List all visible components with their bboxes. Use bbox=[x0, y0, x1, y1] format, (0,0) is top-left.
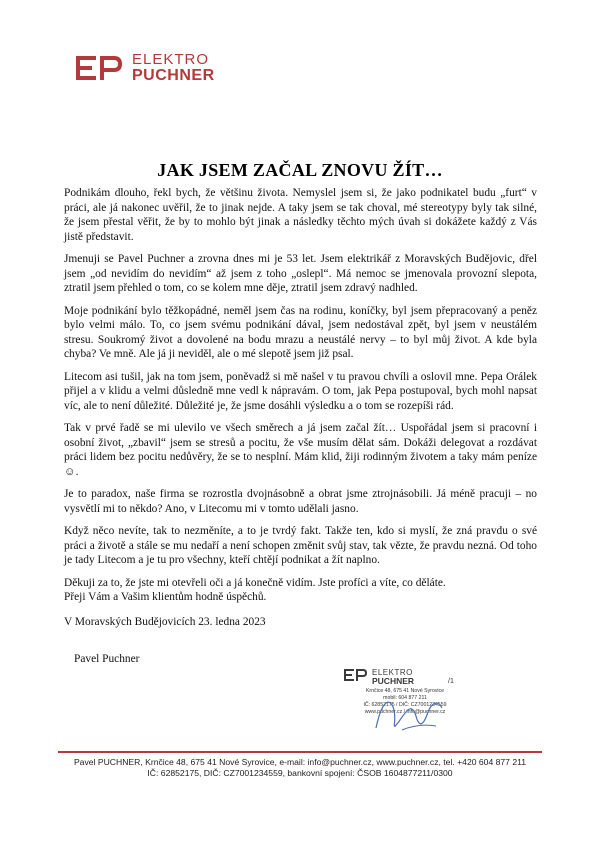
stamp-logo-line-1: ELEKTRO bbox=[372, 668, 413, 678]
place-date: V Moravských Budějovicích 23. ledna 2023 bbox=[64, 615, 266, 628]
logo-line-2: PUCHNER bbox=[132, 67, 215, 84]
paragraph: Když něco nevíte, tak to nezměníte, a to je tvrdý fakt. Takže ten, kdo si myslí, že zná pravdu o své práci a životě a stále se mu nedaří a není schopen změnit svůj stav, tak vězte, že pravdu nezná. Od toho je tady Litecom a je tu pro všechny, kteří chtějí podnikat a žít naplno. bbox=[64, 525, 537, 566]
paragraph: Moje podnikání bylo těžkopádné, neměl jsem čas na rodinu, koníčky, byl jsem přepracovaný a peněz bylo velmi málo. To, co jsem svému podnikání dával, jsem nedostával zpět, byl jsem v neustálém stresu. Soukromý život a dovolené na bodu mrazu a neustálé nervy – to byl můj život. A kde byla chyba? Ve mně. Ale já ji neviděl, ale o mé slepotě jsem již psal. bbox=[64, 304, 537, 360]
logo-text bbox=[132, 52, 215, 84]
paragraph: Podnikám dlouho, řekl bych, že většinu života. Nemyslel jsem si, že jako podnikatel budu „furt“ v práci, ale já nakonec uvěřil, že to jinak nejde. A taky jsem se tak choval, mé stereotypy byly tak silné, že jsem přestal věřit, že by to mohlo být jinak a následky těchto mých úvah si dokážete každý z Vás jistě představit. bbox=[64, 187, 537, 243]
stamp-logo-line-2: PUCHNER bbox=[372, 676, 415, 687]
stamp-mobile: mobil: 604 877 211 bbox=[383, 695, 427, 701]
stamp-web: www.pdchner.cz / info@puchner.cz bbox=[364, 709, 446, 715]
closing-wish: Přeji Vám a Vašim klientům hodně úspěchů. bbox=[64, 591, 267, 603]
paragraph: Je to paradox, naše firma se rozrostla dvojnásobně a obrat jsme ztrojnásobili. Já méně pracuji – no vysvětlí mi to někdo? Ano, v Litecomu mi v tomto udělali jasno. bbox=[64, 488, 537, 515]
letter-title: JAK JSEM ZAČAL ZNOVU ŽÍT… bbox=[157, 160, 443, 180]
stamp-ids: IČ: 62852175 / DIČ: CZ7001234559 bbox=[363, 702, 447, 708]
footer bbox=[0, 757, 600, 779]
footer-line-2: IČ: 62852175, DIČ: CZ7001234559, bankovní spojení: ČSOB 1604877211/0300 bbox=[147, 768, 453, 778]
stamp-logo bbox=[344, 668, 414, 687]
stamp-mark: /1 bbox=[448, 678, 454, 685]
signer-name: Pavel Puchner bbox=[74, 653, 140, 665]
company-logo bbox=[76, 52, 215, 84]
logo-line-1: ELEKTRO bbox=[132, 51, 210, 68]
ep-logo-icon bbox=[76, 54, 124, 82]
paragraph: Tak v prvé řadě se mi ulevilo ve všech směrech a já jsem začal žít… Uspořádal jsem si pracovní i osobní život, „zbavil“ jsem se stresů a pocitu, že vše musím dělat sám. Dokáži delegovat a rozdávat práci lidem bez pocitu nedůvěry, že se to nesplní. Mám klid, žiji rodinným životem a taky mám peníze ☺. bbox=[64, 422, 537, 478]
letter-body bbox=[64, 186, 537, 598]
stamp-address: Krnčice 48, 675 41 Nové Syrovice bbox=[365, 688, 445, 694]
ep-logo-icon bbox=[344, 668, 368, 687]
footer-rule bbox=[58, 751, 542, 753]
paragraph: Jmenuji se Pavel Puchner a zrovna dnes mi je 53 let. Jsem elektrikář z Moravských Budějovic, dřel jsem „od nevidím do nevidím“ až jsem z toho „oslepl“. Má nemoc se jmenovala provozní slepota, ztratil jsem přehled o tom, co se kolem mne děje, ztratil jsem zdravý nadhled. bbox=[64, 253, 537, 294]
paragraph: Děkuji za to, že jste mi otevřeli oči a já konečně vidím. Jste profíci a víte, co děláte. bbox=[64, 576, 446, 589]
footer-line-1: Pavel PUCHNER, Krnčice 48, 675 41 Nové Syrovice, e-mail: info@puchner.cz, www.puchner.cz, tel. +420 604 877 211 bbox=[73, 757, 527, 767]
handwritten-signature bbox=[372, 690, 452, 745]
closing bbox=[64, 590, 266, 639]
paragraph: Litecom asi tušil, jak na tom jsem, poněvadž si mě našel v tu pravou chvíli a oslovil mne. Pepa Orálek přijel a v klidu a velmi důsledně mne vedl k nápravám. O tom, jak Pepa postupoval, bych mohl napsat víc, ale to není důležité. Důležité je, že jsme dosáhli výsledku a o tom se rozepíši rád. bbox=[64, 370, 537, 412]
